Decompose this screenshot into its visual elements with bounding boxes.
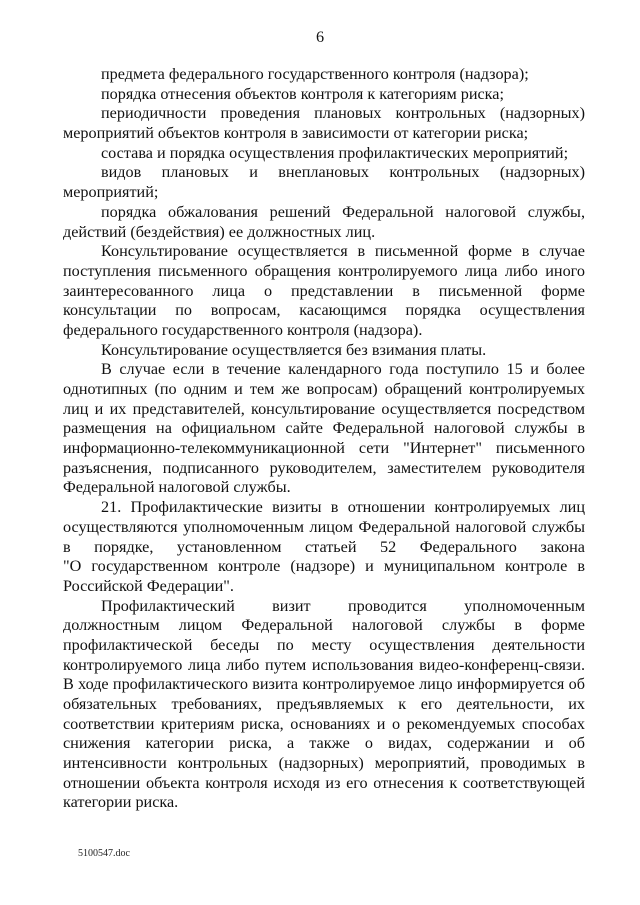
text-line: 21. Профилактические визиты в отношении контролируемых лиц: [101, 498, 585, 517]
text-line: порядка отнесения объектов контроля к категориям риска;: [101, 84, 504, 103]
text-line: должностным лицом Федеральной налоговой службы в форме: [63, 616, 585, 635]
text-line: порядка обжалования решений Федеральной налоговой службы,: [101, 202, 585, 221]
paragraph: [63, 144, 585, 164]
text-line: Консультирование осуществляется без взимания платы.: [101, 340, 487, 359]
paragraph: [63, 85, 585, 105]
paragraph: [63, 341, 585, 361]
text-line: лиц и их представителей, консультирование осуществляется посредством: [63, 399, 585, 418]
text-line: размещения на официальном сайте Федеральной налоговой службы в: [63, 419, 585, 438]
text-line: видов плановых и внеплановых контрольных (надзорных): [101, 163, 585, 182]
text-line: предмета федерального государственного контроля (надзора);: [101, 65, 529, 83]
text-line: профилактической беседы по месту осуществления деятельности: [63, 635, 585, 654]
paragraph: [63, 104, 585, 143]
text-line: отношении объекта контроля исходя из его отнесения к соответствующей: [63, 773, 585, 792]
text-line: снижения категории риска, а также о видах, содержании и об: [63, 734, 585, 753]
paragraph: [63, 498, 585, 596]
text-line: Федеральной налоговой службы.: [63, 478, 291, 497]
paragraph: [63, 65, 585, 85]
text-line: состава и порядка осуществления профилактических мероприятий;: [101, 143, 569, 162]
document-body: [63, 65, 585, 813]
text-line: периодичности проведения плановых контрольных (надзорных): [101, 104, 585, 123]
text-line: федерального государственного контроля (надзора).: [63, 320, 423, 339]
text-line: мероприятий;: [63, 183, 159, 202]
paragraph: [63, 242, 585, 340]
text-line: категории риска.: [63, 793, 179, 812]
text-line: "О государственном контроле (надзоре) и муниципальном контроле в: [63, 557, 585, 576]
text-line: консультации по вопросам, касающимся порядка осуществления: [63, 301, 585, 320]
text-line: разъяснения, подписанного руководителем, заместителем руководителя: [63, 458, 585, 477]
page-number: 6: [315, 28, 325, 46]
text-line: В ходе профилактического визита контролируемое лицо информируется об: [63, 675, 585, 694]
text-line: информационно-телекоммуникационной сети "Интернет" письменного: [63, 439, 585, 458]
paragraph: [63, 360, 585, 498]
paragraph: [63, 163, 585, 202]
text-line: обязательных требованиях, предъявляемых к его деятельности, их: [63, 695, 585, 713]
text-line: Российской Федерации".: [63, 576, 234, 595]
text-line: однотипных (по одним и тем же вопросам) обращений контролируемых: [63, 380, 585, 398]
paragraph: [63, 203, 585, 242]
text-line: В случае если в течение календарного года поступило 15 и более: [101, 360, 585, 379]
text-line: в порядке, установленном статьей 52 Федерального закона: [63, 537, 585, 556]
paragraph: [63, 597, 585, 814]
text-line: Профилактический визит проводится уполномоченным: [101, 596, 585, 615]
text-line: заинтересованного лица о представлении в письменной форме: [63, 281, 585, 300]
text-line: Консультирование осуществляется в письменной форме в случае: [101, 242, 585, 261]
footer-filename: 5100547.doc: [78, 848, 130, 859]
text-line: соответствии критериям риска, основаниях и о рекомендуемых способах: [63, 714, 585, 733]
text-line: действий (бездействия) ее должностных лиц.: [63, 222, 376, 241]
text-line: интенсивности контрольных (надзорных) мероприятий, проводимых в: [63, 754, 585, 773]
text-line: осуществляются уполномоченным лицом Федеральной налоговой службы: [63, 517, 585, 536]
text-line: поступления письменного обращения контролируемого лица либо иного: [63, 261, 585, 280]
text-line: контролируемого лица либо путем использования видео-конференц-связи.: [63, 655, 585, 674]
text-line: мероприятий объектов контроля в зависимости от категории риска;: [63, 124, 529, 143]
